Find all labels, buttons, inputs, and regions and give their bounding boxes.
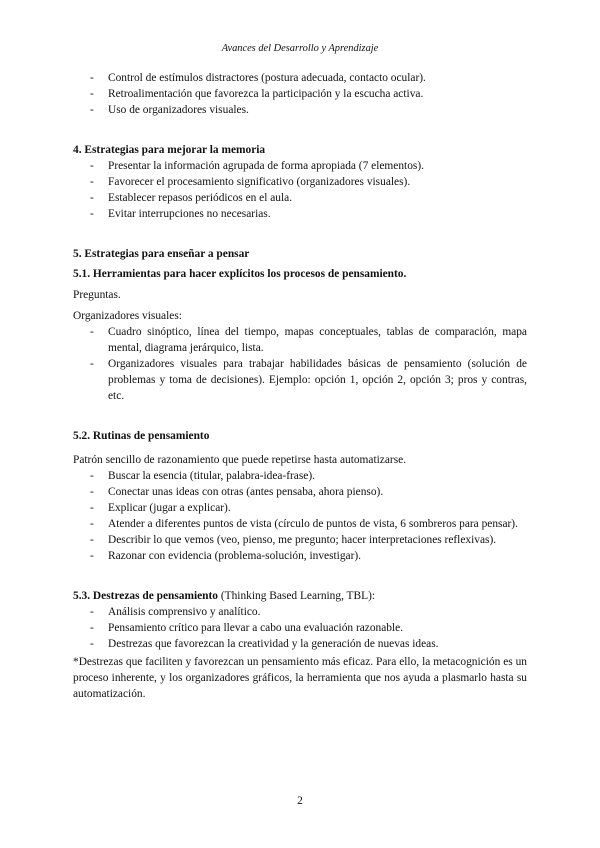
section-5-3-heading [73, 588, 527, 604]
list-item: - Control de estímulos distractores (postura adecuada, contacto ocular). [73, 70, 527, 86]
section-5-2-intro: Patrón sencillo de razonamiento que puede repetirse hasta automatizarse. [73, 454, 407, 466]
list-item: - Describir lo que vemos (veo, pienso, me pregunto; hacer interpretaciones reflexivas). [73, 532, 527, 548]
section-4-heading: 4. Estrategias para mejorar la memoria [73, 144, 266, 156]
running-header: Avances del Desarrollo y Aprendizaje [221, 43, 379, 54]
section-5-2-heading: 5.2. Rutinas de pensamiento [73, 430, 210, 442]
section-5-3-note: *Destrezas que faciliten y favorezcan un pensamiento más eficaz. Para ello, la metacognición es un proceso inherente, y los organizadores gráficos, la herramienta que nos ayuda a plasmarlo hasta su automatización. [73, 656, 527, 700]
list-item: - Favorecer el procesamiento significativo (organizadores visuales). [73, 174, 527, 190]
section-4-list [73, 158, 527, 222]
section-5-3-title-suffix: (Thinking Based Learning, TBL): [218, 590, 376, 602]
list-item: - Conectar unas ideas con otras (antes pensaba, ahora pienso). [73, 484, 527, 500]
list-item: - Atender a diferentes puntos de vista (círculo de puntos de vista, 6 sombreros para pensar). [73, 516, 527, 532]
section-5-1-list [73, 324, 527, 404]
section-5-heading: 5. Estrategias para enseñar a pensar [73, 248, 250, 260]
section-5-3-title: 5.3. Destrezas de pensamiento [73, 590, 219, 602]
list-item: - Retroalimentación que favorezca la participación y la escucha activa. [73, 86, 527, 102]
list-item: - Destrezas que favorezcan la creatividad y la generación de nuevas ideas. [73, 636, 527, 652]
section-5-3-list [73, 604, 527, 652]
list-top [73, 70, 527, 118]
list-item: - Uso de organizadores visuales. [73, 102, 527, 118]
list-item: - Organizadores visuales para trabajar habilidades básicas de pensamiento (solución de problemas y toma de decisiones). Ejemplo: opción 1, opción 2, opción 3; pros y contras, etc. [73, 356, 527, 404]
organizadores-text: Organizadores visuales: [73, 310, 182, 322]
list-item: - Razonar con evidencia (problema-solución, investigar). [73, 548, 527, 564]
page-number: 2 [297, 795, 303, 807]
list-item: - Pensamiento crítico para llevar a cabo una evaluación razonable. [73, 620, 527, 636]
page-content [73, 70, 527, 702]
list-item: - Buscar la esencia (titular, palabra-idea-frase). [73, 468, 527, 484]
list-item: - Explicar (jugar a explicar). [73, 500, 527, 516]
preguntas-text: Preguntas. [73, 289, 121, 301]
list-item: - Evitar interrupciones no necesarias. [73, 206, 527, 222]
section-5-2-list [73, 468, 527, 564]
list-item: - Presentar la información agrupada de forma apropiada (7 elementos). [73, 158, 527, 174]
list-item: - Establecer repasos periódicos en el aula. [73, 190, 527, 206]
list-item: - Cuadro sinóptico, línea del tiempo, mapas conceptuales, tablas de comparación, mapa mental, diagrama jerárquico, lista. [73, 324, 527, 356]
list-item: - Análisis comprensivo y analítico. [73, 604, 527, 620]
section-5-1-heading: 5.1. Herramientas para hacer explícitos los procesos de pensamiento. [73, 268, 407, 280]
